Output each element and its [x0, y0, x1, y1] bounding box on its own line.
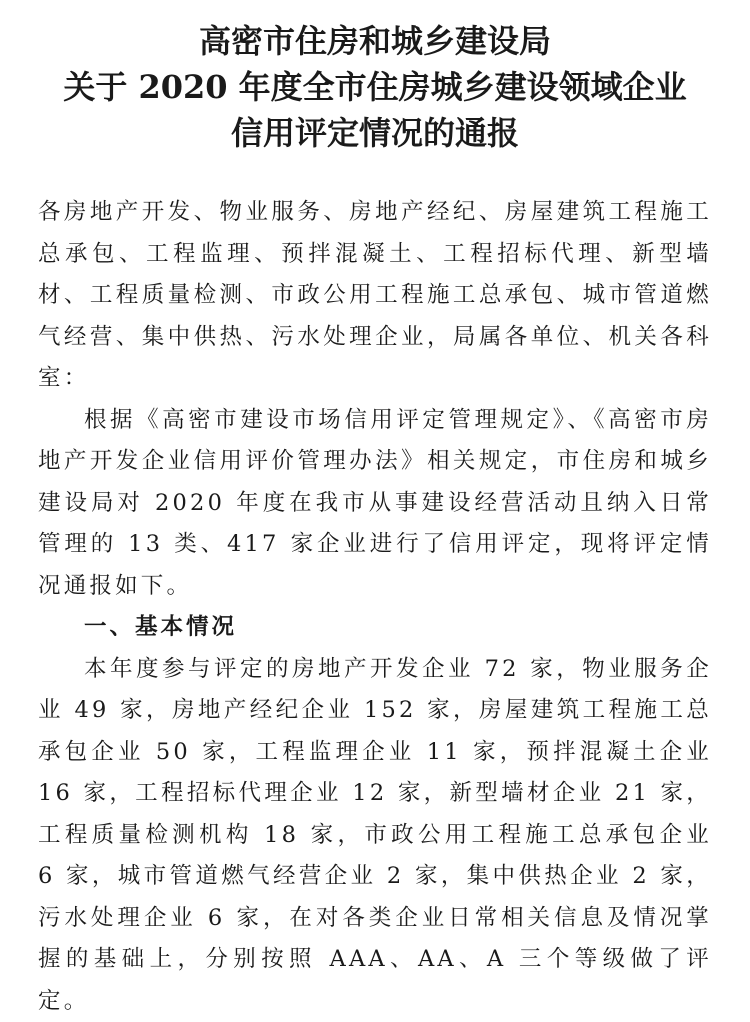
- section-heading-basic-info: 一、基本情况: [38, 607, 712, 649]
- section-paragraph-basic-info: 本年度参与评定的房地产开发企业 72 家，物业服务企业 49 家，房地产经纪企业 152 家，房屋建筑工程施工总承包企业 50 家，工程监理企业 11 家，预拌混凝土企业 16 家，工程招标代理企业 12 家，新型墙材企业 21 家，工程质量检测机构 18 家，市政公用工程施工总承包企业 6 家，城市管道燃气经营企业 2 家，集中供热企业 2 家，污水处理企业 6 家，在对各类企业日常相关信息及情况掌握的基础上，分别按照 AAA、AA、A 三个等级做了评定。: [38, 649, 712, 1022]
- title-line-2: 关于 2020 年度全市住房城乡建设领域企业: [38, 64, 712, 110]
- document-title: [38, 18, 712, 156]
- salutation-paragraph: 各房地产开发、物业服务、房地产经纪、房屋建筑工程施工总承包、工程监理、预拌混凝土、工程招标代理、新型墙材、工程质量检测、市政公用工程施工总承包、城市管道燃气经营、集中供热、污水处理企业，局属各单位、机关各科室：: [38, 192, 712, 400]
- intro-paragraph: 根据《高密市建设市场信用评定管理规定》、《高密市房地产开发企业信用评价管理办法》相关规定，市住房和城乡建设局对 2020 年度在我市从事建设经营活动且纳入日常管理的 13 类、417 家企业进行了信用评定，现将评定情况通报如下。: [38, 400, 712, 608]
- title-line-1: 高密市住房和城乡建设局: [38, 18, 712, 64]
- document-body: [38, 192, 712, 1022]
- title-line-3: 信用评定情况的通报: [38, 110, 712, 156]
